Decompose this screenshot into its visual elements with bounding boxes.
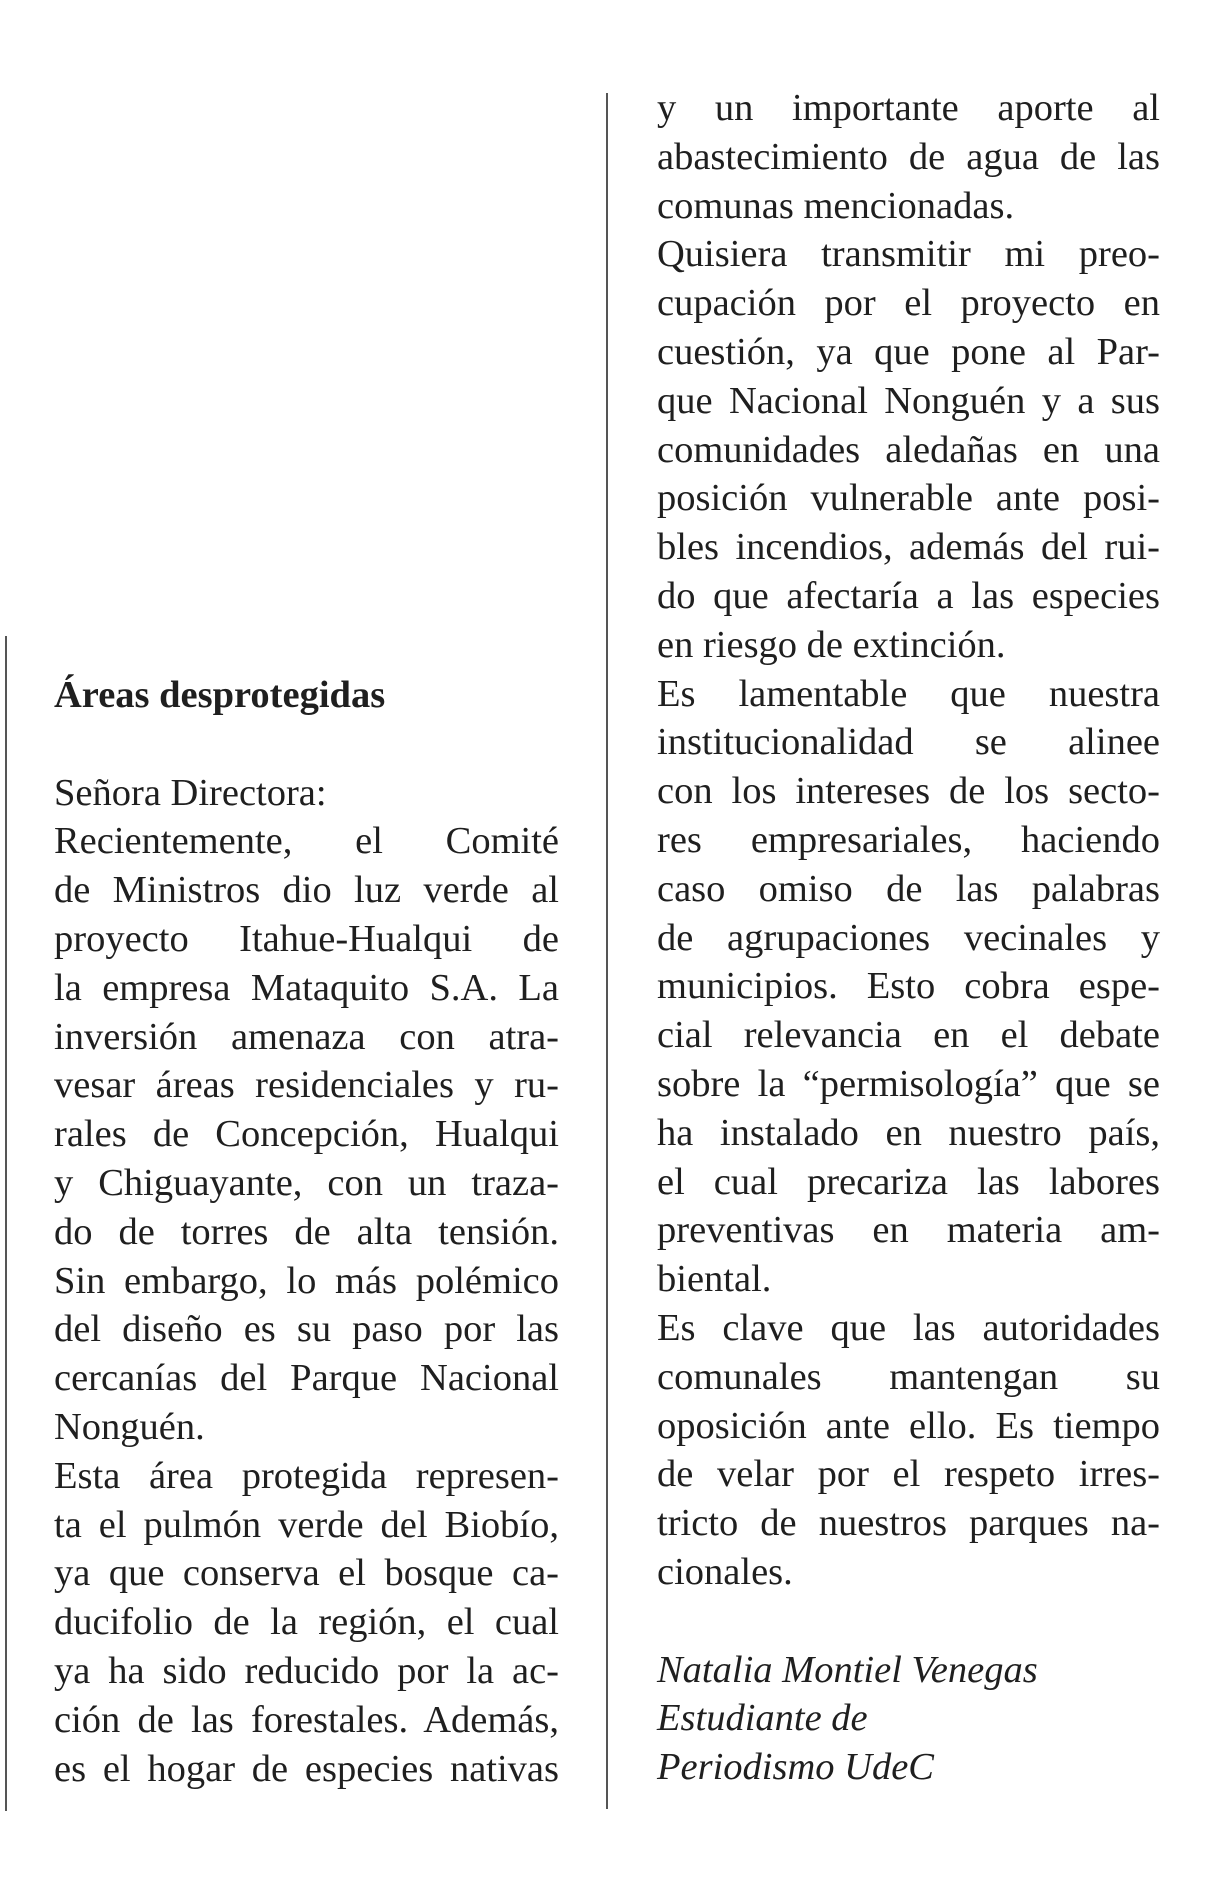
column-rule-middle — [606, 93, 608, 1809]
letter-title: Áreas desprotegidas — [54, 674, 386, 716]
text-line: Es lamentable que nuestra — [657, 672, 1160, 715]
letter-body-right — [657, 84, 1160, 1597]
text-line: el cual precariza las labores — [657, 1160, 1160, 1203]
letter-signature — [657, 1646, 1160, 1792]
text-line: cionales. — [657, 1550, 793, 1593]
text-line: do que afectaría a las especies — [657, 574, 1160, 617]
text-line: Sin embargo, lo más polémico — [54, 1259, 559, 1302]
text-line: ta el pulmón verde del Biobío, — [54, 1503, 559, 1546]
text-line: la empresa Mataquito S.A. La — [54, 966, 559, 1009]
text-line: biental. — [657, 1258, 772, 1301]
text-line: cupación por el proyecto en — [657, 282, 1160, 325]
text-line: do de torres de alta tensión. — [54, 1210, 559, 1253]
text-line: bles incendios, además del rui- — [657, 526, 1160, 569]
letter-body-left — [54, 817, 559, 1793]
text-line: Esta área protegida represen- — [54, 1454, 559, 1497]
text-line: ya ha sido reducido por la ac- — [54, 1649, 559, 1692]
column-rule-left — [5, 636, 7, 1811]
text-line: caso omiso de las palabras — [657, 867, 1160, 910]
text-line: oposición ante ello. Es tiempo — [657, 1404, 1160, 1447]
text-line: institucionalidad se alinee — [657, 721, 1160, 764]
text-line: inversión amenaza con atra- — [54, 1015, 559, 1058]
text-line: vesar áreas residenciales y ru- — [54, 1064, 559, 1107]
text-line: y Chiguayante, con un traza- — [54, 1161, 559, 1204]
letter-salutation: Señora Directora: — [54, 771, 327, 814]
text-line: res empresariales, haciendo — [657, 818, 1160, 861]
text-line: es el hogar de especies nativas — [54, 1747, 559, 1790]
text-line: posición vulnerable ante posi- — [657, 477, 1160, 520]
text-line: sobre la “permisología” que se — [657, 1062, 1160, 1105]
text-line: ducifolio de la región, el cual — [54, 1601, 559, 1644]
text-line: ha instalado en nuestro país, — [657, 1111, 1160, 1154]
text-line: Es clave que las autoridades — [657, 1306, 1160, 1349]
text-line: Quisiera transmitir mi preo- — [657, 233, 1160, 276]
signature-role: Estudiante de — [657, 1697, 868, 1740]
text-line: de Ministros dio luz verde al — [54, 869, 559, 912]
text-line: comunales mantengan su — [657, 1355, 1160, 1398]
text-line: que Nacional Nonguén y a sus — [657, 379, 1160, 422]
text-line: ción de las forestales. Además, — [54, 1698, 559, 1741]
text-line: preventivas en materia am- — [657, 1209, 1160, 1252]
text-line: cercanías del Parque Nacional — [54, 1357, 559, 1400]
text-line: abastecimiento de agua de las — [657, 135, 1160, 178]
text-line: del diseño es su paso por las — [54, 1308, 559, 1351]
text-line: cial relevancia en el debate — [657, 1014, 1160, 1057]
text-line: de velar por el respeto irres- — [657, 1453, 1160, 1496]
text-line: municipios. Esto cobra espe- — [657, 965, 1160, 1008]
text-line: y un importante aporte al — [657, 87, 1160, 129]
text-line: proyecto Itahue-Hualqui de — [54, 917, 559, 960]
signature-name: Natalia Montiel Venegas — [657, 1648, 1038, 1691]
signature-affiliation: Periodismo UdeC — [657, 1746, 934, 1789]
text-line: tricto de nuestros parques na- — [657, 1502, 1160, 1545]
text-line: cuestión, ya que pone al Par- — [657, 330, 1160, 373]
text-line: Nonguén. — [54, 1405, 205, 1448]
text-line: en riesgo de extinción. — [657, 623, 1006, 666]
letter-column-right — [657, 84, 1160, 1792]
text-line: rales de Concepción, Hualqui — [54, 1113, 559, 1156]
text-line: comunidades aledañas en una — [657, 428, 1160, 471]
letter-column-left — [54, 671, 559, 1793]
text-line: ya que conserva el bosque ca- — [54, 1552, 559, 1595]
text-line: Recientemente, el Comité — [54, 820, 559, 863]
text-line: con los intereses de los secto- — [657, 770, 1160, 813]
text-line: de agrupaciones vecinales y — [657, 916, 1160, 959]
text-line: comunas mencionadas. — [657, 184, 1015, 227]
